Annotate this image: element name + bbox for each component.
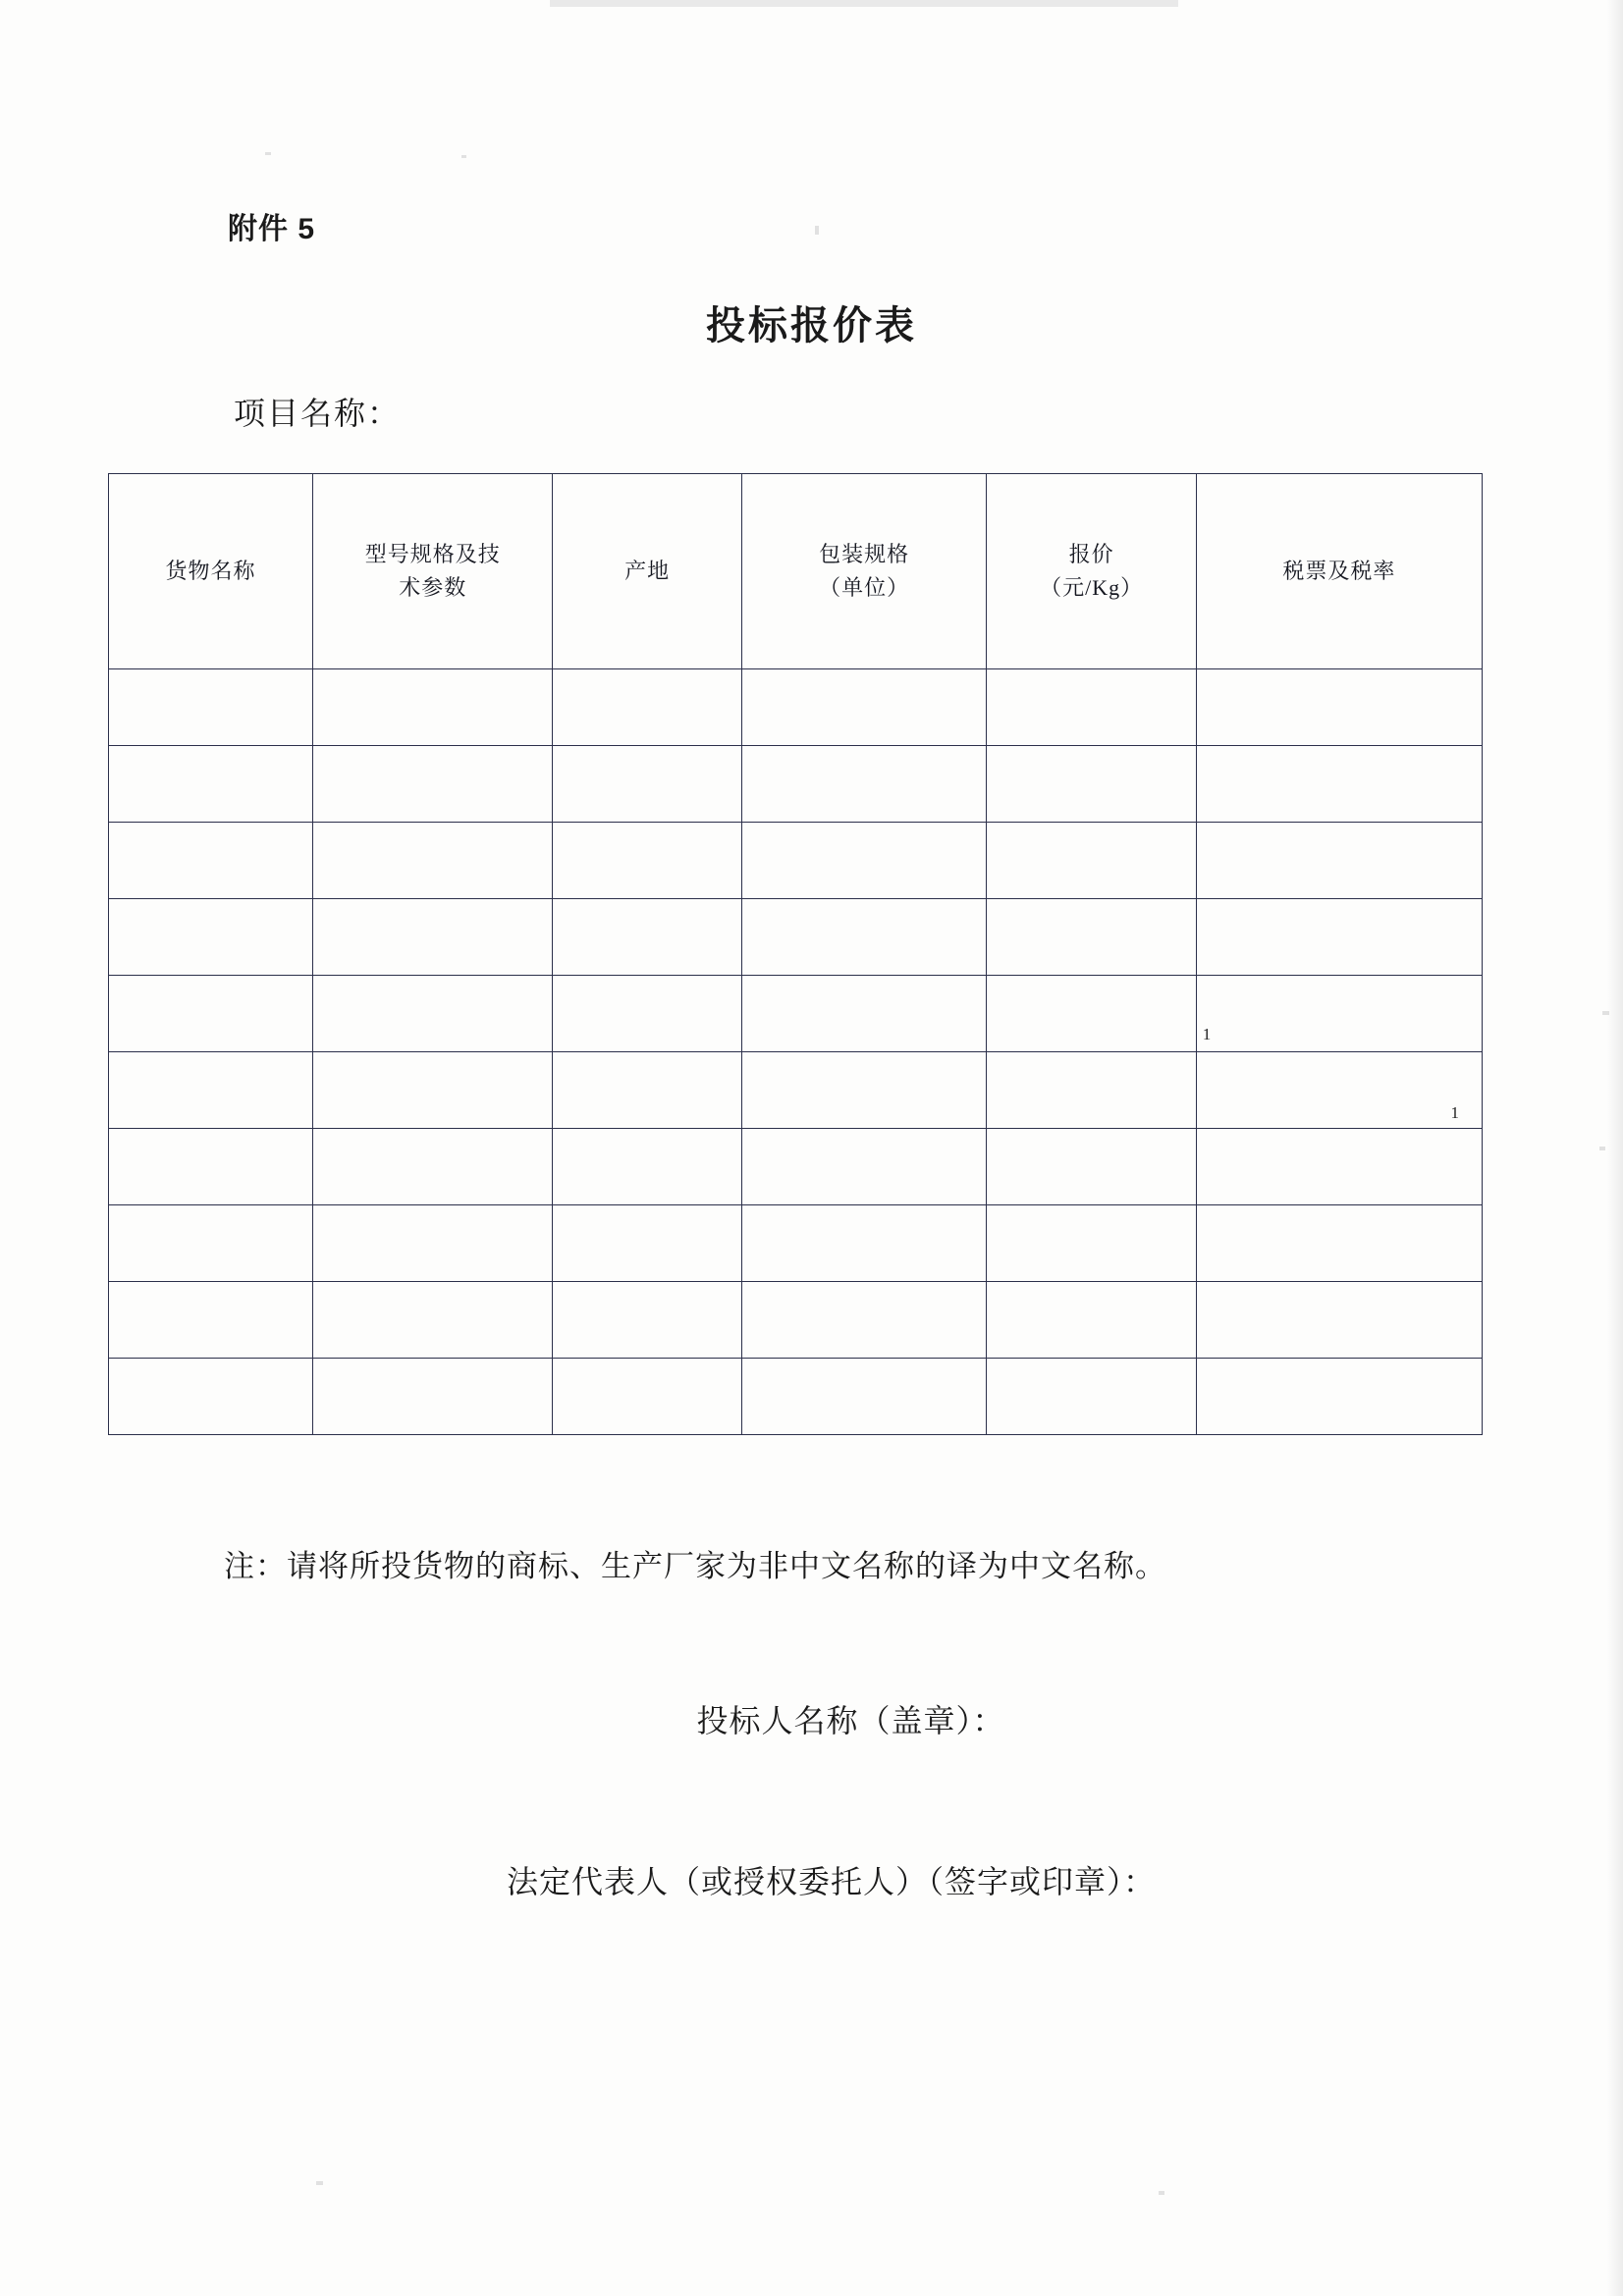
attachment-label: 附件 5 — [228, 213, 316, 245]
cell-origin[interactable] — [553, 1282, 741, 1359]
cell-price[interactable] — [987, 976, 1196, 1052]
cell-origin[interactable] — [553, 669, 741, 746]
table-row — [109, 1129, 1483, 1205]
cell-tax[interactable] — [1196, 746, 1482, 823]
cell-model-spec[interactable] — [313, 669, 553, 746]
table-row — [109, 976, 1483, 1052]
cell-goods-name[interactable] — [109, 1282, 313, 1359]
cell-package-spec[interactable] — [741, 976, 987, 1052]
cell-goods-name[interactable] — [109, 899, 313, 976]
cell-origin[interactable] — [553, 899, 741, 976]
cell-package-spec[interactable] — [741, 1052, 987, 1129]
cell-price[interactable] — [987, 669, 1196, 746]
cell-package-spec[interactable] — [741, 746, 987, 823]
cell-tax[interactable] — [1196, 669, 1482, 746]
cell-model-spec[interactable] — [313, 899, 553, 976]
stray-mark: 1 — [1202, 1024, 1213, 1043]
cell-price[interactable] — [987, 823, 1196, 899]
header-line-1: 报价 — [1068, 541, 1114, 566]
cell-package-spec[interactable] — [741, 1129, 987, 1205]
table-row — [109, 746, 1483, 823]
cell-price[interactable] — [987, 1359, 1196, 1435]
table-row — [109, 823, 1483, 899]
cell-package-spec[interactable] — [741, 1205, 987, 1282]
cell-goods-name[interactable] — [109, 1205, 313, 1282]
cell-goods-name[interactable] — [109, 669, 313, 746]
header-line-1: 产地 — [624, 558, 671, 583]
table-row — [109, 1205, 1483, 1282]
cell-tax[interactable] — [1196, 976, 1482, 1052]
scan-speck — [316, 2181, 323, 2185]
table-row — [109, 669, 1483, 746]
cell-origin[interactable] — [553, 823, 741, 899]
table-row — [109, 899, 1483, 976]
cell-tax[interactable] — [1196, 1052, 1482, 1129]
cell-model-spec[interactable] — [313, 976, 553, 1052]
cell-goods-name[interactable] — [109, 976, 313, 1052]
cell-package-spec[interactable] — [741, 823, 987, 899]
column-header-package-spec — [741, 474, 987, 669]
cell-package-spec[interactable] — [741, 669, 987, 746]
cell-tax[interactable] — [1196, 1205, 1482, 1282]
cell-goods-name[interactable] — [109, 1129, 313, 1205]
project-name-label: 项目名称： — [234, 396, 402, 431]
cell-model-spec[interactable] — [313, 1205, 553, 1282]
cell-goods-name[interactable] — [109, 746, 313, 823]
cell-origin[interactable] — [553, 1052, 741, 1129]
cell-tax[interactable] — [1196, 899, 1482, 976]
cell-package-spec[interactable] — [741, 1359, 987, 1435]
cell-tax[interactable] — [1196, 823, 1482, 899]
cell-model-spec[interactable] — [313, 1052, 553, 1129]
cell-origin[interactable] — [553, 1205, 741, 1282]
cell-price[interactable] — [987, 899, 1196, 976]
cell-price[interactable] — [987, 1282, 1196, 1359]
scan-speck — [461, 155, 466, 158]
cell-package-spec[interactable] — [741, 1282, 987, 1359]
bidder-name-label: 投标人名称（盖章）： — [696, 1703, 1005, 1738]
cell-model-spec[interactable] — [313, 746, 553, 823]
header-line-1: 税票及税率 — [1282, 558, 1396, 583]
bid-price-table — [108, 473, 1483, 1435]
header-line-2: 术参数 — [399, 575, 467, 600]
cell-origin[interactable] — [553, 1359, 741, 1435]
column-header-goods-name — [109, 474, 313, 669]
page-title: 投标报价表 — [706, 304, 917, 347]
scan-speck — [1159, 2191, 1164, 2195]
cell-model-spec[interactable] — [313, 1282, 553, 1359]
cell-model-spec[interactable] — [313, 823, 553, 899]
header-line-1: 货物名称 — [165, 558, 256, 583]
cell-goods-name[interactable] — [109, 1359, 313, 1435]
table-note: 注：请将所投货物的商标、生产厂家为非中文名称的译为中文名称。 — [224, 1549, 1166, 1583]
column-header-price — [987, 474, 1196, 669]
legal-representative-label: 法定代表人（或授权委托人）（签字或印章）： — [506, 1864, 1156, 1899]
cell-model-spec[interactable] — [313, 1129, 553, 1205]
cell-package-spec[interactable] — [741, 899, 987, 976]
table-header-row — [109, 474, 1483, 669]
cell-tax[interactable] — [1196, 1359, 1482, 1435]
cell-origin[interactable] — [553, 976, 741, 1052]
cell-model-spec[interactable] — [313, 1359, 553, 1435]
cell-tax[interactable] — [1196, 1129, 1482, 1205]
cell-tax[interactable] — [1196, 1282, 1482, 1359]
column-header-origin — [553, 474, 741, 669]
cell-price[interactable] — [987, 1129, 1196, 1205]
cell-price[interactable] — [987, 1205, 1196, 1282]
header-line-2: （元/Kg） — [1040, 575, 1144, 600]
column-header-model-spec — [313, 474, 553, 669]
scan-speck — [1602, 1011, 1609, 1015]
scan-speck — [265, 152, 271, 155]
cell-price[interactable] — [987, 1052, 1196, 1129]
cell-origin[interactable] — [553, 1129, 741, 1205]
stray-mark: 1 — [1450, 1102, 1460, 1122]
cell-goods-name[interactable] — [109, 1052, 313, 1129]
scan-speck — [815, 226, 819, 235]
cell-goods-name[interactable] — [109, 823, 313, 899]
table-row — [109, 1052, 1483, 1129]
scan-speck — [1599, 1147, 1605, 1150]
column-header-tax-invoice-rate — [1196, 474, 1482, 669]
header-line-2: （单位） — [819, 575, 910, 600]
cell-price[interactable] — [987, 746, 1196, 823]
table-row — [109, 1282, 1483, 1359]
header-line-1: 型号规格及技 — [364, 541, 501, 566]
table-row — [109, 1359, 1483, 1435]
cell-origin[interactable] — [553, 746, 741, 823]
header-line-1: 包装规格 — [819, 541, 910, 566]
scan-edge-top — [550, 0, 1178, 7]
